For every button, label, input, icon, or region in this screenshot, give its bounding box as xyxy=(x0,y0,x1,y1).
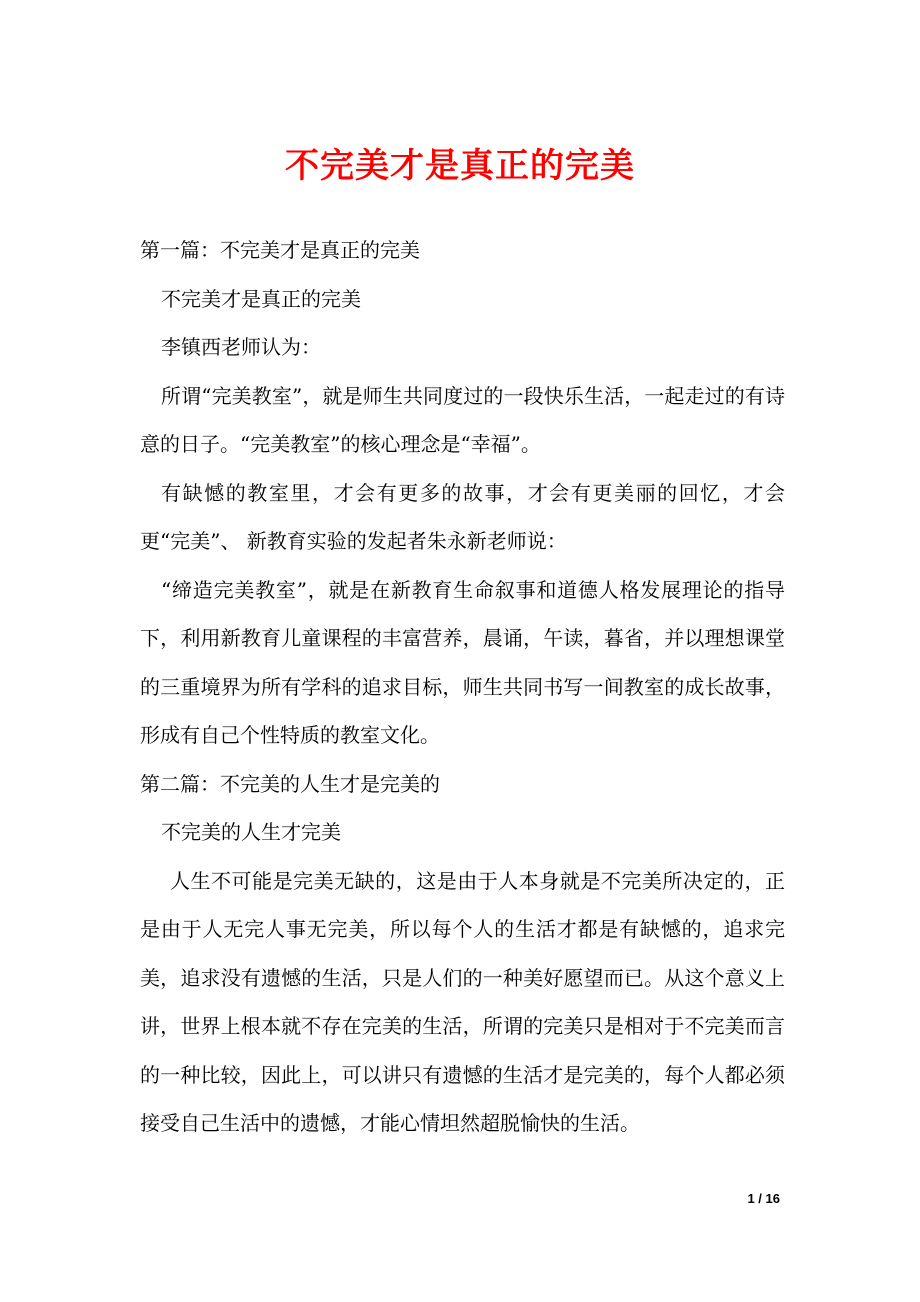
subheading-2: 不完美的人生才完美 xyxy=(161,820,341,844)
paragraph: 人生不可能是完美无缺的，这是由于人本身就是不完美所决定的，正是由于人无完人事无完美，所以每个人的生活才都是有缺憾的，追求完美，追求没有遗憾的生活，只是人们的一种美好愿望而已。从这个意义上讲，世界上根本就不存在完美的生活，所谓的完美只是相对于不完美而言的一种比较，因此上，可以讲只有遗憾的生活才是完美的，每个人都必须接受自己生活中的遗憾，才能心情坦然超脱愉快的生活。 xyxy=(140,868,785,1135)
paragraph: 李镇西老师认为： xyxy=(161,335,321,359)
paragraph: “缔造完美教室”，就是在新教育生命叙事和道德人格发展理论的指导下，利用新教育儿童课程的丰富营养，晨诵，午读，暮省，并以理想课堂的三重境界为所有学科的追求目标，师生共同书写一间教室的成长故事，形成有自己个性特质的教室文化。 xyxy=(140,577,785,747)
document-body xyxy=(140,226,785,1148)
paragraph: 有缺憾的教室里，才会有更多的故事，才会有更美丽的回忆，才会更“完美”、 新教育实验的发起者朱永新老师说： xyxy=(140,480,785,553)
document-title: 不完美才是真正的完美 xyxy=(285,146,635,186)
subheading-1: 不完美才是真正的完美 xyxy=(161,286,361,311)
page-number: 1 / 16 xyxy=(747,1191,780,1206)
section-heading-2: 第二篇：不完美的人生才是完美的 xyxy=(140,771,440,796)
section-heading-1: 第一篇：不完美才是真正的完美 xyxy=(140,238,420,262)
paragraph: 所谓“完美教室”，就是师生共同度过的一段快乐生活，一起走过的有诗意的日子。“完美教室”的核心理念是“幸福”。 xyxy=(140,383,785,456)
